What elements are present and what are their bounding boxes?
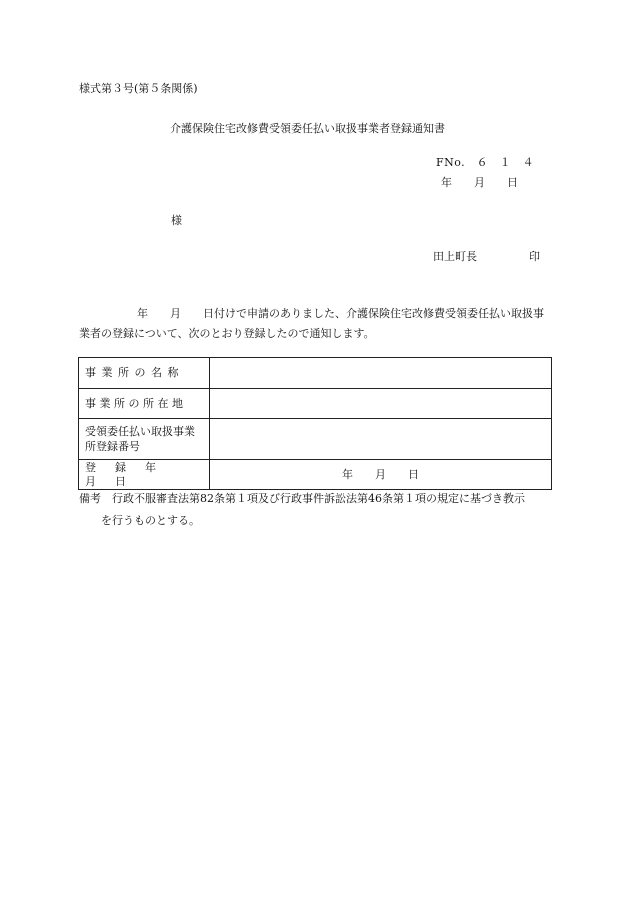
table-value-registration-number	[210, 419, 552, 460]
remarks-line-2: を行うものとする。	[101, 514, 200, 527]
table-label-business-name: 事業所の名称	[79, 358, 210, 389]
form-number: 様式第３号(第５条関係)	[79, 82, 198, 95]
recipient-honorific: 様	[171, 214, 182, 227]
body-text: 年 月 日付けで申請のありました、介護保険住宅改修費受領委任払い取扱事業者の登録について、次のとおり登録したので通知します。	[79, 307, 544, 340]
issue-date: 年 月 日	[441, 176, 518, 189]
table-label-registration-date: 登録年月日	[79, 460, 210, 490]
table-row	[79, 419, 552, 460]
table-label-registration-number: 受領委任払い取扱事業所登録番号	[79, 419, 210, 460]
issuer-seal: 印	[529, 250, 540, 263]
remarks-line-1: 備考 行政不服審査法第82条第１項及び行政事件訴訟法第46条第１項の規定に基づき教示	[79, 492, 525, 505]
table-value-business-address	[210, 389, 552, 419]
registration-info-table	[78, 357, 552, 490]
table-row	[79, 358, 552, 389]
table-label-business-address: 事業所の所在地	[79, 389, 210, 419]
table-value-registration-date: 年 月 日	[210, 460, 552, 490]
body-paragraph	[79, 304, 553, 344]
table-row	[79, 460, 552, 490]
document-title: 介護保険住宅改修費受領委任払い取扱事業者登録通知書	[170, 122, 445, 135]
issuer-name: 田上町長	[433, 250, 477, 263]
table-row	[79, 389, 552, 419]
table-value-business-name	[210, 358, 552, 389]
file-number: FNo. ６ １ ４	[436, 156, 535, 169]
